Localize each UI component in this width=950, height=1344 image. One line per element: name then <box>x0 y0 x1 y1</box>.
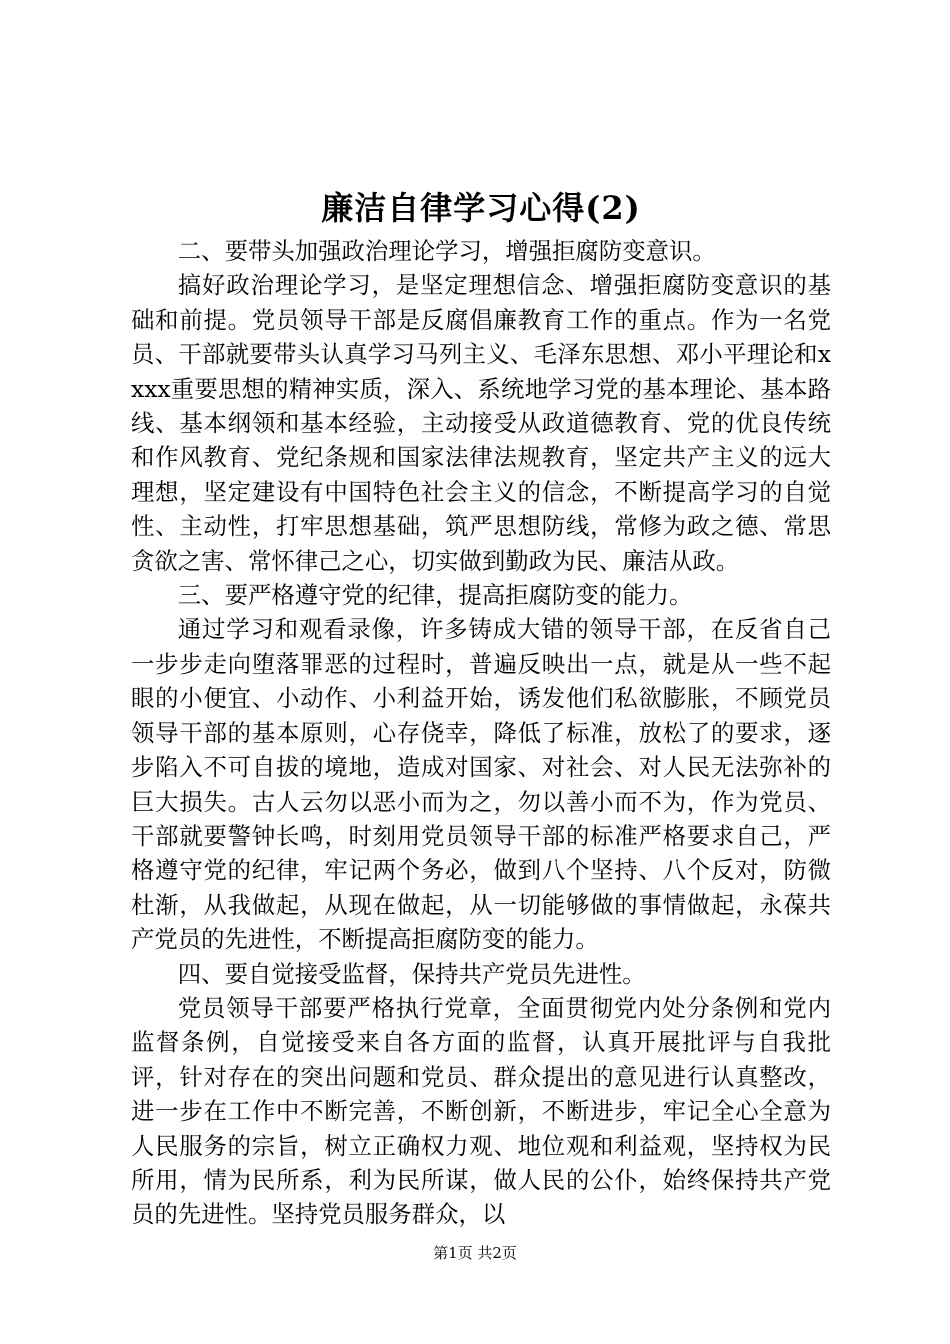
section-heading-3: 三、要严格遵守党的纪律，提高拒腐防变的能力。 <box>177 581 693 610</box>
paragraph: 搞好政治理论学习，是坚定理想信念、增强拒腐防变意识的基础和前提。党员领导干部是反腐倡廉教育工作的重点。作为一名党员、干部就要带头认真学习马列主义、毛泽东思想、邓小平理论和xxxx重要思想的精神实质，深入、系统地学习党的基本理论、基本路线、基本纲领和基本经验，主动接受从政道德教育、党的优良传统和作风教育、党纪条规和国家法律法规教育，坚定共产主义的远大理想，坚定建设有中国特色社会主义的信念，不断提高学习的自觉性、主动性，打牢思想基础，筑严思想防线，常修为政之德、常思贪欲之害、常怀律己之心，切实做到勤政为民、廉洁从政。 <box>131 271 831 575</box>
section-heading-2: 二、要带头加强政治理论学习，增强拒腐防变意识。 <box>177 237 716 265</box>
page-number: 第1页 共2页 <box>433 1244 517 1262</box>
document-title: 廉洁自律学习心得(2) <box>321 189 641 227</box>
paragraph: 通过学习和观看录像，许多铸成大错的领导干部，在反省自己一步步走向堕落罪恶的过程时，普遍反映出一点，就是从一些不起眼的小便宜、小动作、小利益开始，诱发他们私欲膨胀，不顾党员领导干部的基本原则，心存侥幸，降低了标准，放松了的要求，逐步陷入不可自拔的境地，造成对国家、对社会、对人民无法弥补的巨大损失。古人云勿以恶小而为之，勿以善小而不为，作为党员、干部就要警钟长鸣，时刻用党员领导干部的标准严格要求自己，严格遵守党的纪律，牢记两个务必，做到八个坚持、八个反对，防微杜渐，从我做起，从现在做起，从一切能够做的事情做起，永葆共产党员的先进性，不断提高拒腐防变的能力。 <box>131 615 831 954</box>
paragraph: 党员领导干部要严格执行党章，全面贯彻党内处分条例和党内监督条例，自觉接受来自各方面的监督，认真开展批评与自我批评，针对存在的突出问题和党员、群众提出的意见进行认真整改，进一步在工作中不断完善，不断创新，不断进步，牢记全心全意为人民服务的宗旨，树立正确权力观、地位观和利益观，坚持权为民所用，情为民所系，利为民所谋，做人民的公仆，始终保持共产党员的先进性。坚持党员服务群众，以 <box>131 993 831 1229</box>
document-body <box>131 186 831 1232</box>
section-heading-4: 四、要自觉接受监督，保持共产党员先进性。 <box>177 959 646 988</box>
